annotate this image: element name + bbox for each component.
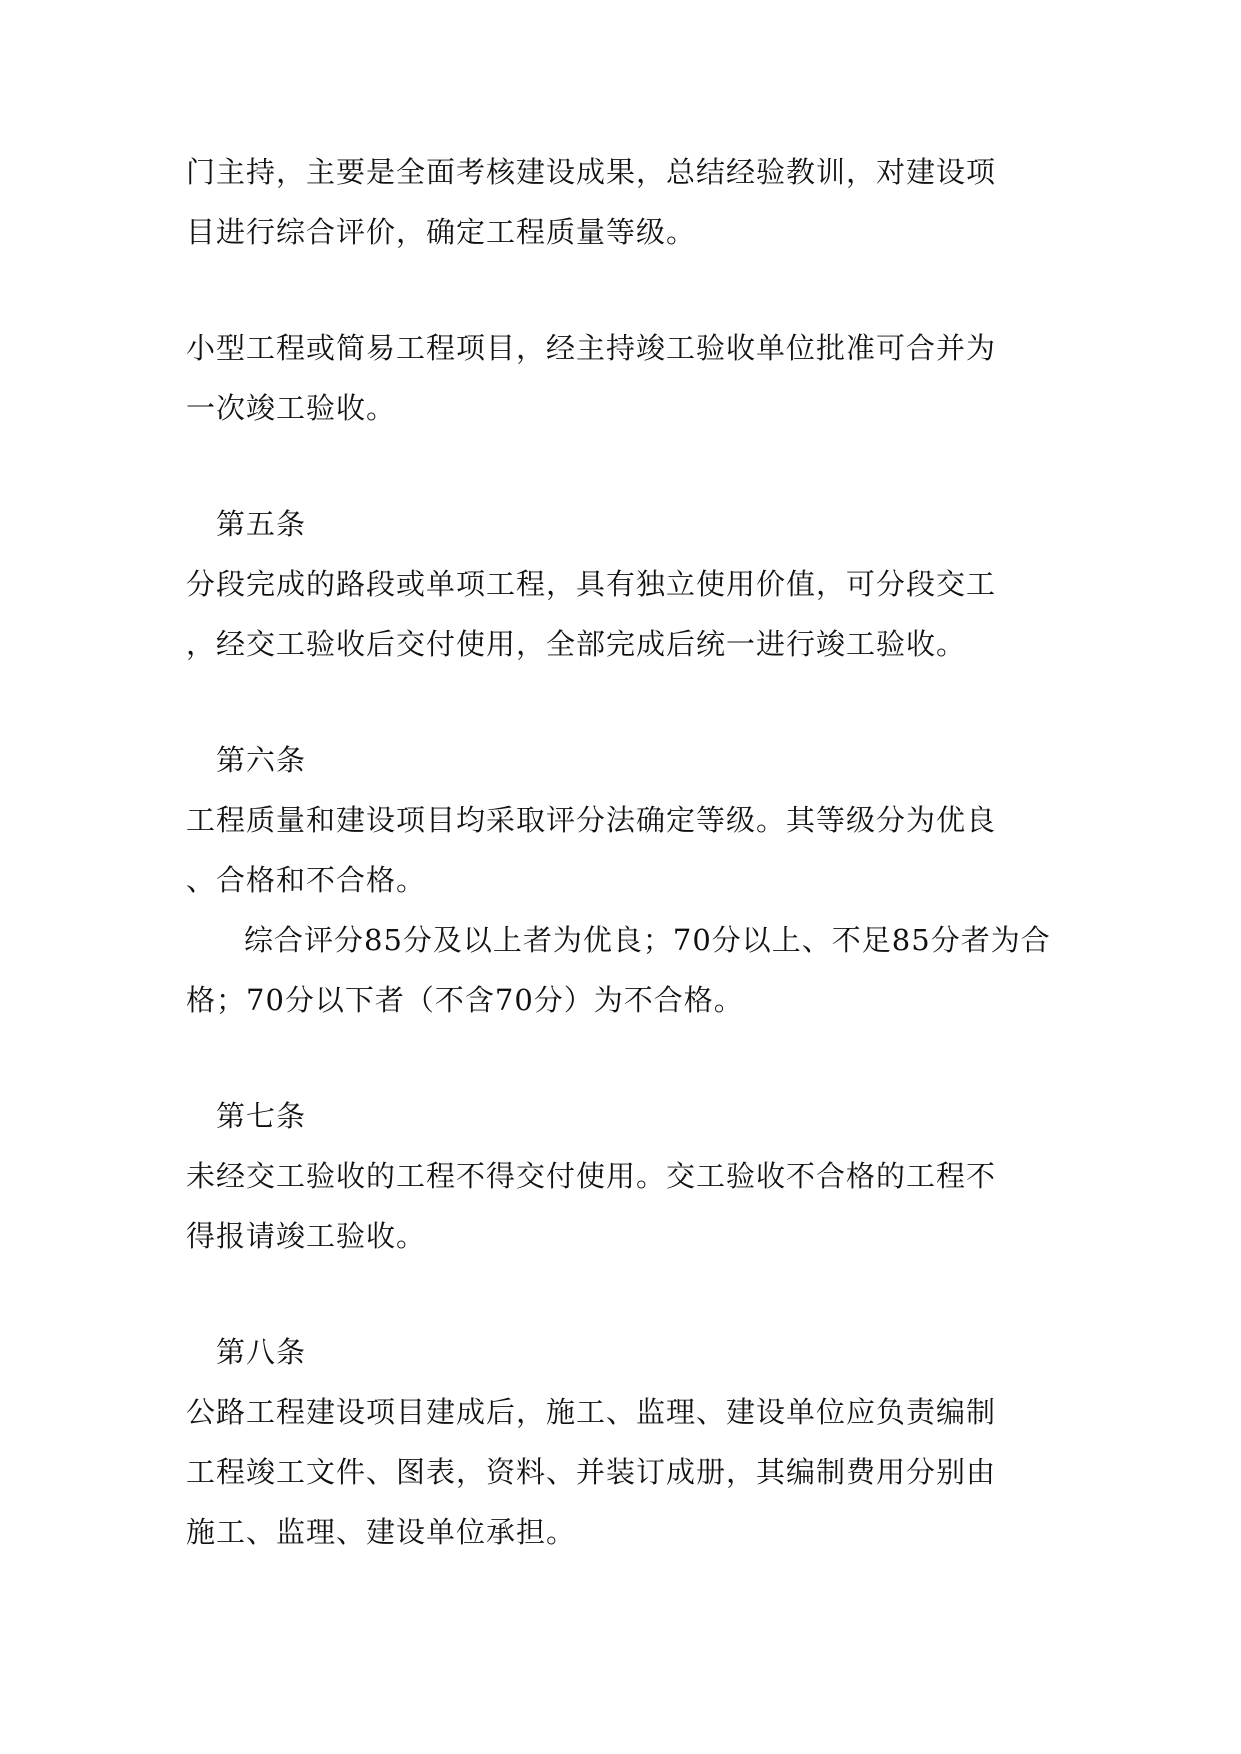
article-8-heading: 第八条 — [216, 1335, 307, 1369]
article-6-line-4: 格；70分以下者（不含70分）为不合格。 — [186, 983, 744, 1017]
article-6-heading: 第六条 — [216, 743, 307, 777]
para-1-line-1: 门主持，主要是全面考核建设成果，总结经验教训，对建设项 — [186, 155, 997, 189]
article-8-line-1: 公路工程建设项目建成后，施工、监理、建设单位应负责编制 — [186, 1395, 997, 1429]
article-7-line-1: 未经交工验收的工程不得交付使用。交工验收不合格的工程不 — [186, 1159, 997, 1193]
article-5-line-1: 分段完成的路段或单项工程，具有独立使用价值，可分段交工 — [186, 567, 997, 601]
article-7-heading: 第七条 — [216, 1099, 307, 1133]
article-7-line-2: 得报请竣工验收。 — [186, 1219, 427, 1253]
para-2-line-2: 一次竣工验收。 — [186, 391, 397, 425]
article-8-line-2: 工程竣工文件、图表，资料、并装订成册，其编制费用分别由 — [186, 1455, 997, 1489]
para-2-line-1: 小型工程或简易工程项目，经主持竣工验收单位批准可合并为 — [186, 331, 997, 365]
article-6-line-2: 、合格和不合格。 — [186, 863, 427, 897]
article-8-line-3: 施工、监理、建设单位承担。 — [186, 1515, 577, 1549]
article-6-line-3: 综合评分85分及以上者为优良；70分以上、不足85分者为合 — [244, 923, 1051, 957]
article-5-heading: 第五条 — [216, 507, 307, 541]
article-5-line-2: ，经交工验收后交付使用，全部完成后统一进行竣工验收。 — [186, 627, 967, 661]
para-1-line-2: 目进行综合评价，确定工程质量等级。 — [186, 215, 697, 249]
article-6-line-1: 工程质量和建设项目均采取评分法确定等级。其等级分为优良 — [186, 803, 997, 837]
